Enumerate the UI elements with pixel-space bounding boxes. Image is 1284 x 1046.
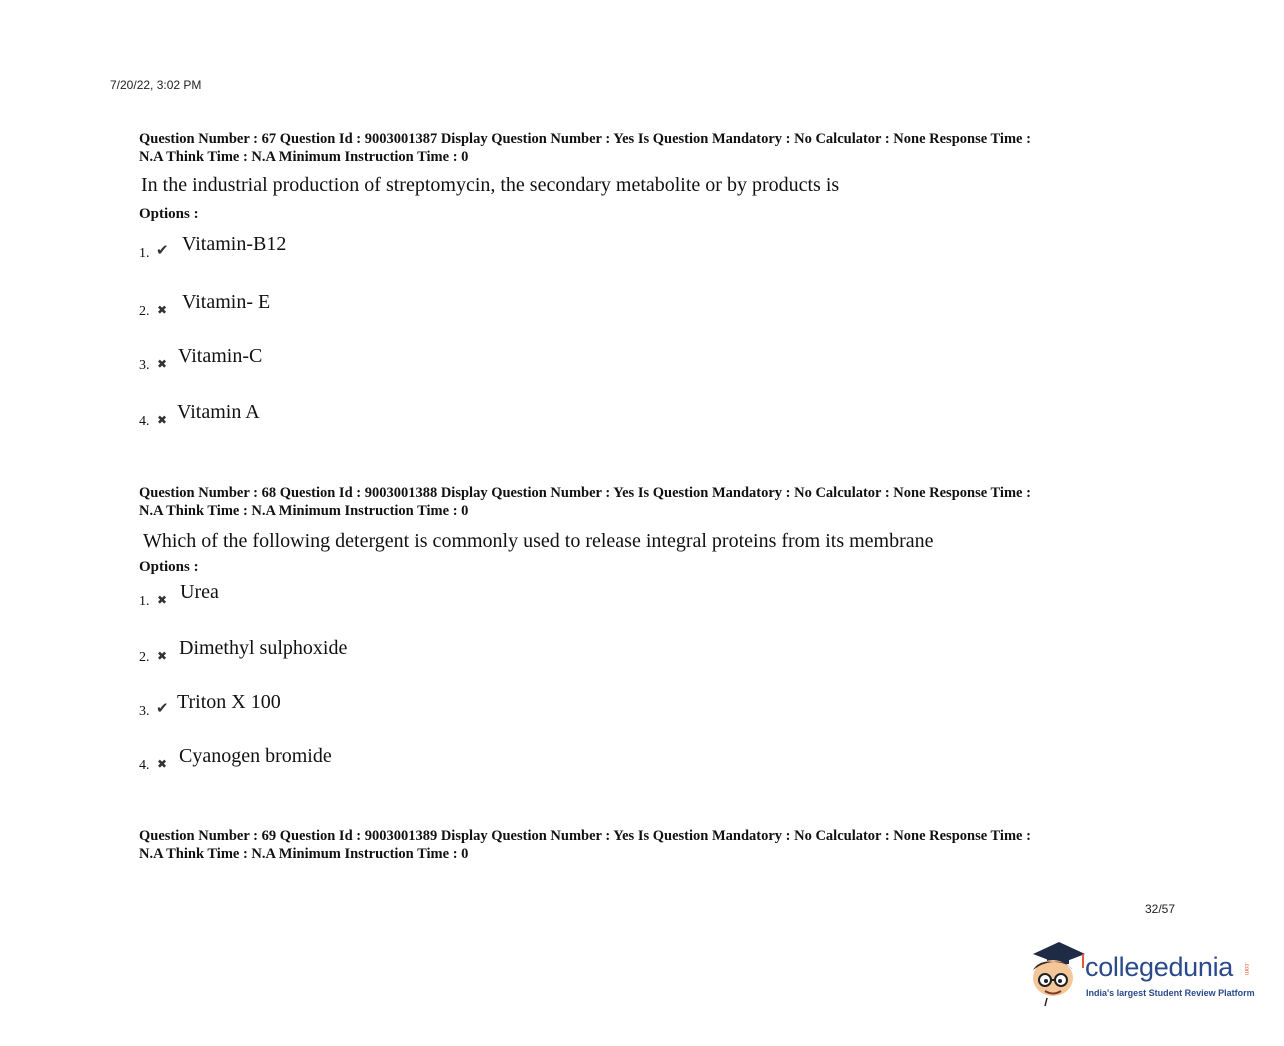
question-block-69 xyxy=(139,827,1149,867)
option-text: Cyanogen bromide xyxy=(179,745,332,767)
question-meta-line1: Question Number : 69 Question Id : 9003001389 Display Question Number : Yes Is Question Mandatory : No Calculator : None Response Time : xyxy=(139,828,1031,844)
print-timestamp: 7/20/22, 3:02 PM xyxy=(110,78,202,92)
cross-icon: ✖ xyxy=(157,593,168,607)
option-text: Triton X 100 xyxy=(177,691,281,713)
option-number: 4. xyxy=(139,414,150,429)
question-text: Which of the following detergent is commonly used to release integral proteins from its membrane xyxy=(143,530,934,552)
cross-icon: ✖ xyxy=(157,649,168,663)
option-1 xyxy=(139,580,639,610)
option-number: 2. xyxy=(139,304,150,319)
question-text: In the industrial production of streptomycin, the secondary metabolite or by products is xyxy=(141,174,840,196)
option-3 xyxy=(139,690,639,720)
option-3 xyxy=(139,344,639,374)
cross-icon: ✖ xyxy=(157,357,168,371)
question-meta-line1: Question Number : 68 Question Id : 9003001388 Display Question Number : Yes Is Question Mandatory : No Calculator : None Response Time : xyxy=(139,485,1031,501)
option-2 xyxy=(139,290,639,320)
option-1 xyxy=(139,232,639,262)
options-label: Options : xyxy=(139,206,199,222)
question-block-67 xyxy=(139,130,1149,440)
options-label: Options : xyxy=(139,559,199,575)
option-4 xyxy=(139,400,639,430)
cross-icon: ✖ xyxy=(157,303,168,317)
option-text: Vitamin-C xyxy=(178,345,263,367)
option-4 xyxy=(139,744,639,774)
question-meta-line1: Question Number : 67 Question Id : 9003001387 Display Question Number : Yes Is Question Mandatory : No Calculator : None Response Time : xyxy=(139,131,1031,147)
check-icon: ✔ xyxy=(156,701,169,717)
page-number: 32/57 xyxy=(1145,902,1176,916)
question-block-68 xyxy=(139,484,1149,784)
logo-tagline: India's largest Student Review Platform xyxy=(1086,988,1255,998)
option-text: Vitamin-B12 xyxy=(182,233,287,255)
cross-icon: ✖ xyxy=(157,757,168,771)
option-number: 4. xyxy=(139,758,150,773)
collegedunia-logo xyxy=(1025,940,1255,1010)
option-number: 3. xyxy=(139,704,150,719)
question-meta-line2: N.A Think Time : N.A Minimum Instruction Time : 0 xyxy=(139,149,469,165)
option-2 xyxy=(139,636,639,666)
question-meta-line2: N.A Think Time : N.A Minimum Instruction Time : 0 xyxy=(139,846,469,862)
option-text: Vitamin- E xyxy=(182,291,271,313)
check-icon: ✔ xyxy=(156,243,169,259)
option-number: 1. xyxy=(139,246,150,261)
option-text: Urea xyxy=(180,581,219,603)
option-number: 3. xyxy=(139,358,150,373)
logo-wordmark: collegedunia xyxy=(1085,952,1234,982)
logo-dotcom: .com xyxy=(1243,962,1249,976)
option-number: 1. xyxy=(139,594,150,609)
option-number: 2. xyxy=(139,650,150,665)
option-text: Dimethyl sulphoxide xyxy=(179,637,348,659)
question-meta-line2: N.A Think Time : N.A Minimum Instruction Time : 0 xyxy=(139,503,469,519)
cross-icon: ✖ xyxy=(157,413,168,427)
mascot-icon xyxy=(1025,940,1085,1010)
option-text: Vitamin A xyxy=(177,401,260,423)
